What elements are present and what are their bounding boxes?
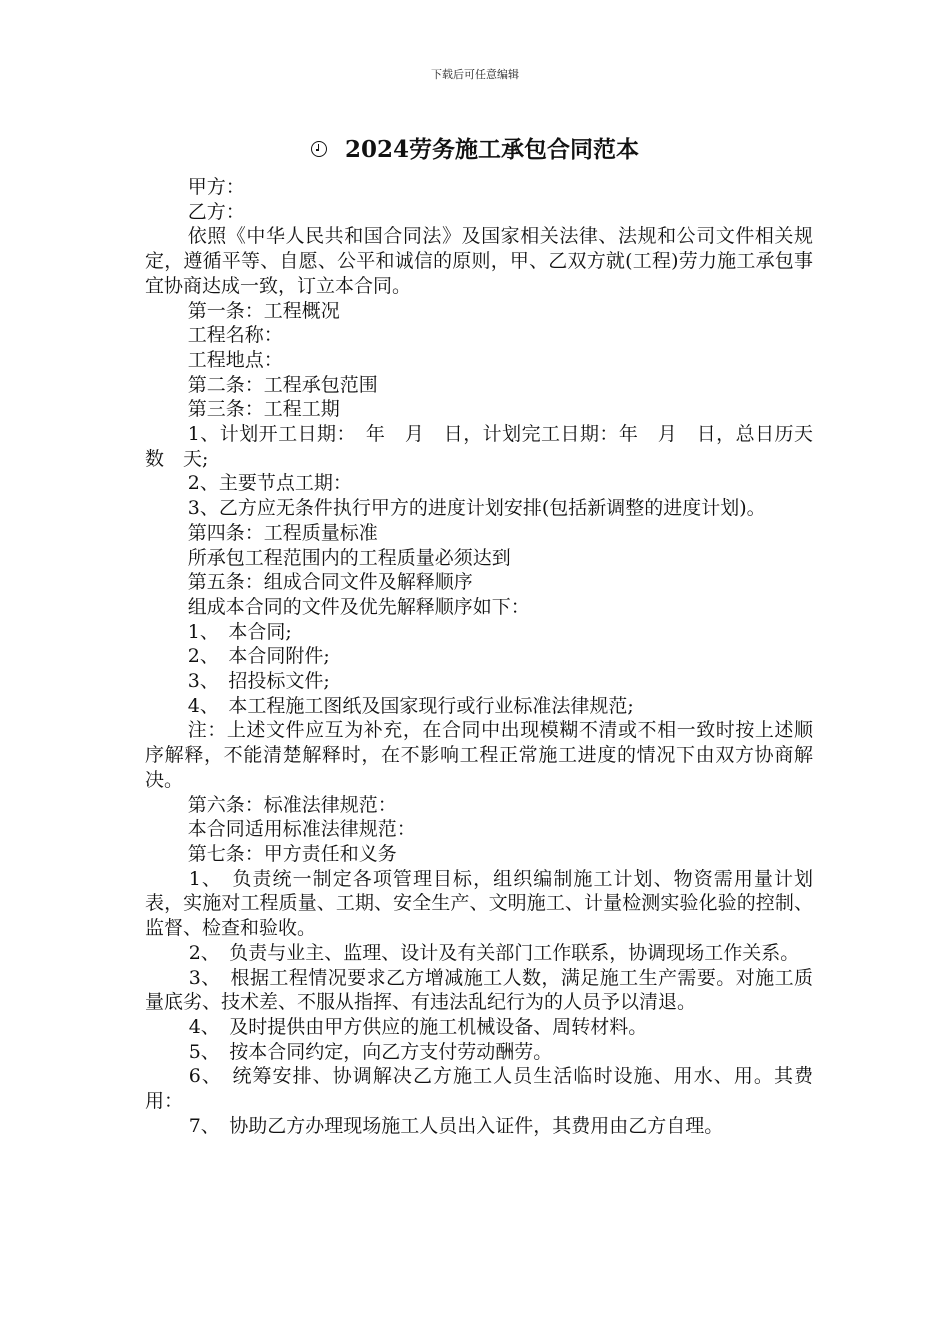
article-3-item-1: 1、计划开工日期： 年 月 日，计划完工日期：年 月 日，总日历天数 天; bbox=[145, 423, 813, 470]
document-order-note: 注：上述文件应互为补充，在合同中出现模糊不清或不相一致时按上述顺序解释，不能清楚解释时，在不影响工程正常施工进度的情况下由双方协商解决。 bbox=[145, 719, 813, 791]
document-order-item-4: 4、 本工程施工图纸及国家现行或行业标准法律规范; bbox=[187, 694, 634, 717]
article-7-heading: 第七条：甲方责任和义务 bbox=[187, 842, 397, 865]
party-b: 乙方： bbox=[187, 200, 245, 223]
document-order-item-2: 2、 本合同附件; bbox=[187, 645, 330, 668]
contract-body bbox=[145, 175, 813, 1138]
article-7-item-7: 7、 协助乙方办理现场施工人员出入证件，其费用由乙方自理。 bbox=[188, 1114, 724, 1137]
document-order-item-1: 1、 本合同; bbox=[187, 620, 292, 643]
article-1-heading: 第一条：工程概况 bbox=[187, 299, 340, 322]
article-2-heading: 第二条：工程承包范围 bbox=[187, 373, 378, 396]
article-3-item-3: 3、乙方应无条件执行甲方的进度计划安排(包括新调整的进度计划)。 bbox=[187, 497, 766, 520]
quality-standard: 所承包工程范围内的工程质量必须达到 bbox=[187, 546, 511, 569]
article-7-item-3: 3、 根据工程情况要求乙方增减施工人数，满足施工生产需要。对施工质量底劣、技术差、不服从指挥、有违法乱纪行为的人员予以清退。 bbox=[145, 966, 813, 1014]
article-5-heading: 第五条：组成合同文件及解释顺序 bbox=[187, 571, 473, 594]
stopwatch-icon bbox=[311, 141, 327, 157]
article-7-item-2: 2、 负责与业主、监理、设计及有关部门工作联系，协调现场工作关系。 bbox=[188, 941, 800, 964]
page-title bbox=[0, 134, 950, 166]
article-3-item-2: 2、主要节点工期： bbox=[187, 472, 352, 495]
preamble: 依照《中华人民共和国合同法》及国家相关法律、法规和公司文件相关规定，遵循平等、自愿、公平和诚信的原则，甲、乙双方就(工程)劳力施工承包事宜协商达成一致，订立本合同。 bbox=[145, 225, 813, 297]
document-order-intro: 组成本合同的文件及优先解释顺序如下： bbox=[187, 595, 530, 618]
article-4-heading: 第四条：工程质量标准 bbox=[187, 521, 378, 544]
article-7-item-4: 4、 及时提供由甲方供应的施工机械设备、周转材料。 bbox=[188, 1015, 648, 1038]
header-note: 下载后可任意编辑 bbox=[431, 68, 519, 81]
article-6-heading: 第六条：标准法律规范： bbox=[187, 793, 397, 816]
article-7-item-1: 1、 负责统一制定各项管理目标，组织编制施工计划、物资需用量计划表，实施对工程质量、工期、安全生产、文明施工、计量检测实验化验的控制、监督、检查和验收。 bbox=[145, 867, 813, 940]
title-text: 2024劳务施工承包合同范本 bbox=[344, 136, 639, 163]
article-7-item-5: 5、 按本合同约定，向乙方支付劳动酬劳。 bbox=[188, 1040, 553, 1063]
party-a: 甲方： bbox=[187, 176, 245, 198]
project-location: 工程地点： bbox=[187, 348, 283, 371]
article-3-heading: 第三条：工程工期 bbox=[187, 398, 340, 421]
document-order-item-3: 3、 招投标文件; bbox=[187, 670, 330, 693]
project-name: 工程名称： bbox=[187, 324, 283, 347]
article-7-item-6: 6、 统筹安排、协调解决乙方施工人员生活临时设施、用水、用。其费用： bbox=[145, 1065, 813, 1113]
applicable-standards: 本合同适用标准法律规范： bbox=[187, 818, 416, 841]
